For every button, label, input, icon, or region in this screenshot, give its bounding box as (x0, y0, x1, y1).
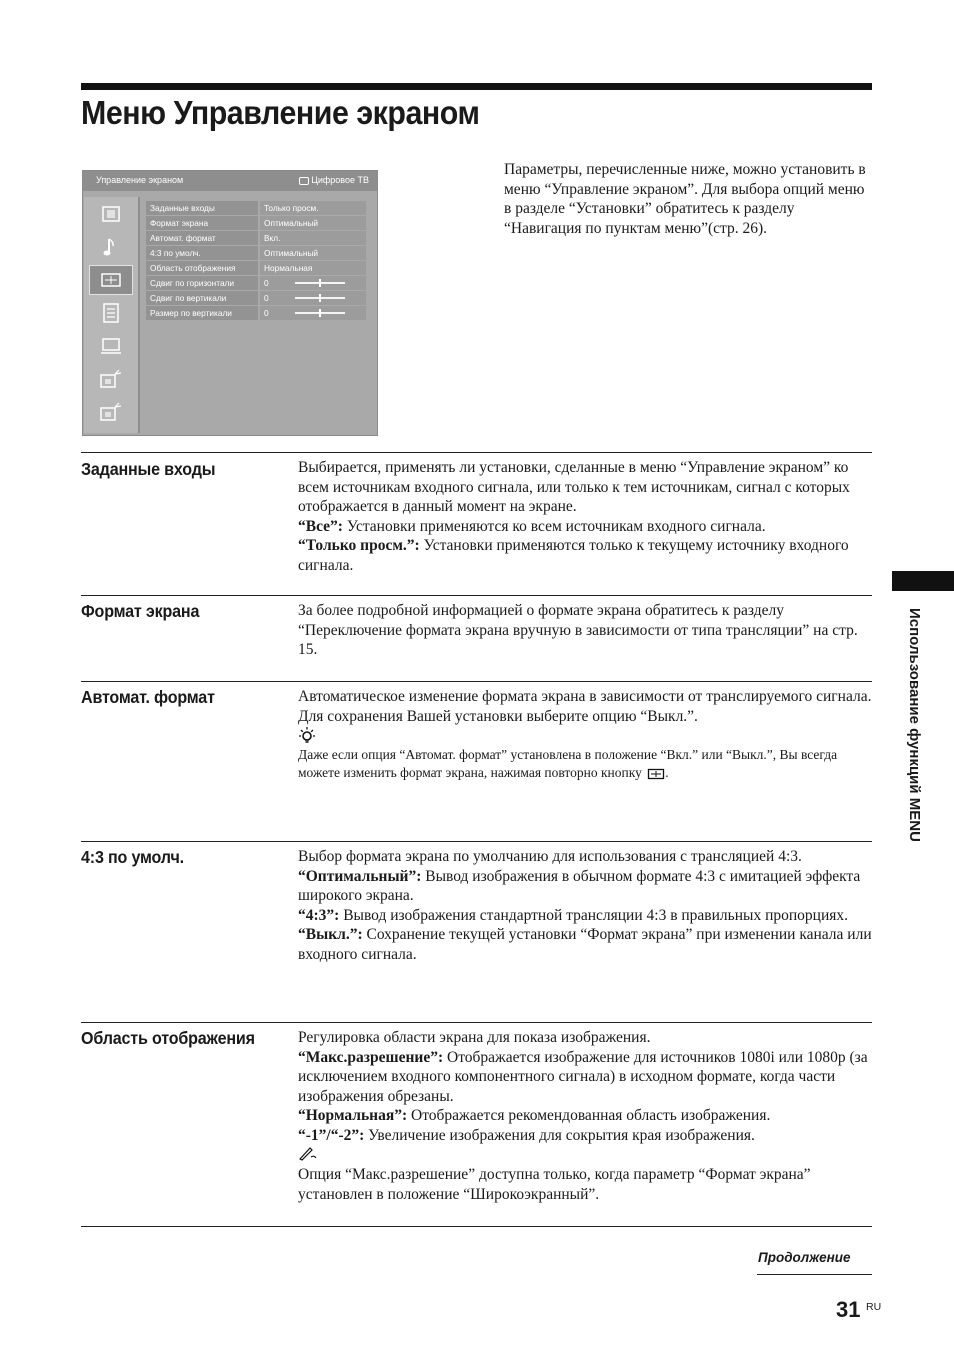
section-divider (81, 595, 872, 596)
page-number: 31 (836, 1297, 861, 1322)
tv-slider[interactable] (295, 297, 345, 299)
tv-menu-row[interactable]: Область отображения Нормальная (146, 261, 366, 275)
screen-format-button-icon (647, 768, 665, 780)
section-divider (81, 1226, 872, 1227)
tv-menu-row[interactable]: Размер по вертикали 0 (146, 306, 366, 320)
term-display-area: Область отображения (81, 1028, 255, 1048)
tv-menu-title: Управление экраном (96, 175, 184, 185)
term-default-43: 4:3 по умолч. (81, 847, 184, 867)
screen-control-icon[interactable] (89, 265, 133, 295)
tv-menu-row[interactable]: Автомат. формат Вкл. (146, 231, 366, 245)
section-divider (81, 841, 872, 842)
term-preset-inputs: Заданные входы (81, 459, 216, 479)
desc-screen-format: За более подробной информацией о формате экрана обратитесь к разделу “Переключение формата экрана вручную в зависимости от типа трансляции” на стр. 15. (298, 602, 858, 658)
page-language: RU (866, 1301, 882, 1313)
tv-menu-separator (138, 197, 140, 433)
continued-rule (757, 1274, 872, 1275)
tv-source-label: Цифровое ТВ (299, 175, 369, 185)
desc-preset-inputs: Выбирается, применять ли установки, сделанные в меню “Управление экраном” ко всем источникам входного сигнала, или только к тем источникам, сигнал с которых отображается в данный момент на экране. “Все”: Установки применяются ко всем источникам входного сигнала. “Только просм.”: Установки применяются только к текущему источнику входного сигнала. (298, 459, 850, 574)
tv-menu-row[interactable]: 4:3 по умолч. Оптимальный (146, 246, 366, 260)
desc-default-43: Выбор формата экрана по умолчанию для использования с трансляцией 4:3. “Оптимальный”: Вывод изображения в обычном формате 4:3 с имитацией эффекта широкого экрана. “4:3”: Вывод изображения стандартной трансляции 4:3 в правильных пропорциях. “Выкл.”: Сохранение текущей установки “Формат экрана” при изменении канала или входного сигнала. (298, 848, 872, 963)
tv-source-icon (299, 177, 309, 185)
picture-icon[interactable] (89, 199, 133, 229)
tv-menu-options (146, 201, 366, 321)
desc-display-area: Регулировка области экрана для показа изображения. “Макс.разрешение”: Отображается изображение для источников 1080i или 1080p (за исключением входного компонентного сигнала) в исходном формате, когда части изображения обрезаны. “Нормальная”: Отображается рекомендованная область изображения. “-1”/“-2”: Увеличение изображения для сокрытия края изображения. Опция “Макс.разрешение” доступна только, когда параметр “Формат экрана” установлен в положение “Широкоэкранный”. (298, 1029, 868, 1203)
tv-menu-row[interactable]: Сдвиг по горизонтали 0 (146, 276, 366, 290)
intro-text: Параметры, перечисленные ниже, можно установить в меню “Управление экраном”. Для выбора опций меню в разделе “Установки” обратитесь к разделу “Навигация по пунктам меню”(стр. 26). (504, 161, 866, 237)
tip-icon (298, 726, 316, 744)
tv-menu-sidebar (84, 197, 138, 433)
tv-menu-row[interactable]: Сдвиг по вертикали 0 (146, 291, 366, 305)
tv-menu-row[interactable]: Формат экрана Оптимальный (146, 216, 366, 230)
page-title: Меню Управление экраном (81, 94, 480, 131)
desc-auto-format: Автоматическое изменение формата экрана в зависимости от транслируемого сигнала. Для сохранения Вашей установки выберите опцию “Выкл.”. Даже если опция “Автомат. формат” установлена в положение “Вкл.” или “Выкл.”, Вы всегда можете изменить формат экрана, нажимая повторно кнопку . (298, 688, 872, 780)
side-chapter-label: Использование функций MENU (906, 608, 923, 842)
top-rule (81, 83, 872, 90)
section-divider (81, 681, 872, 682)
pc-settings-icon[interactable] (89, 331, 133, 361)
features-icon[interactable] (89, 298, 133, 328)
term-auto-format: Автомат. формат (81, 687, 215, 707)
note-icon (298, 1145, 318, 1161)
section-divider (81, 1022, 872, 1023)
sound-icon[interactable] (89, 232, 133, 262)
tv-slider[interactable] (295, 282, 345, 284)
tv-menu-screenshot (82, 170, 378, 436)
term-screen-format: Формат экрана (81, 601, 200, 621)
continued-label: Продолжение (758, 1250, 851, 1265)
tv-menu-header (83, 171, 377, 191)
digital-setup-icon[interactable] (89, 397, 133, 427)
tv-slider[interactable] (295, 312, 345, 314)
analog-setup-icon[interactable] (89, 364, 133, 394)
side-tab-marker (892, 571, 954, 591)
section-divider (81, 452, 872, 453)
tv-menu-row[interactable]: Заданные входы Только просм. (146, 201, 366, 215)
